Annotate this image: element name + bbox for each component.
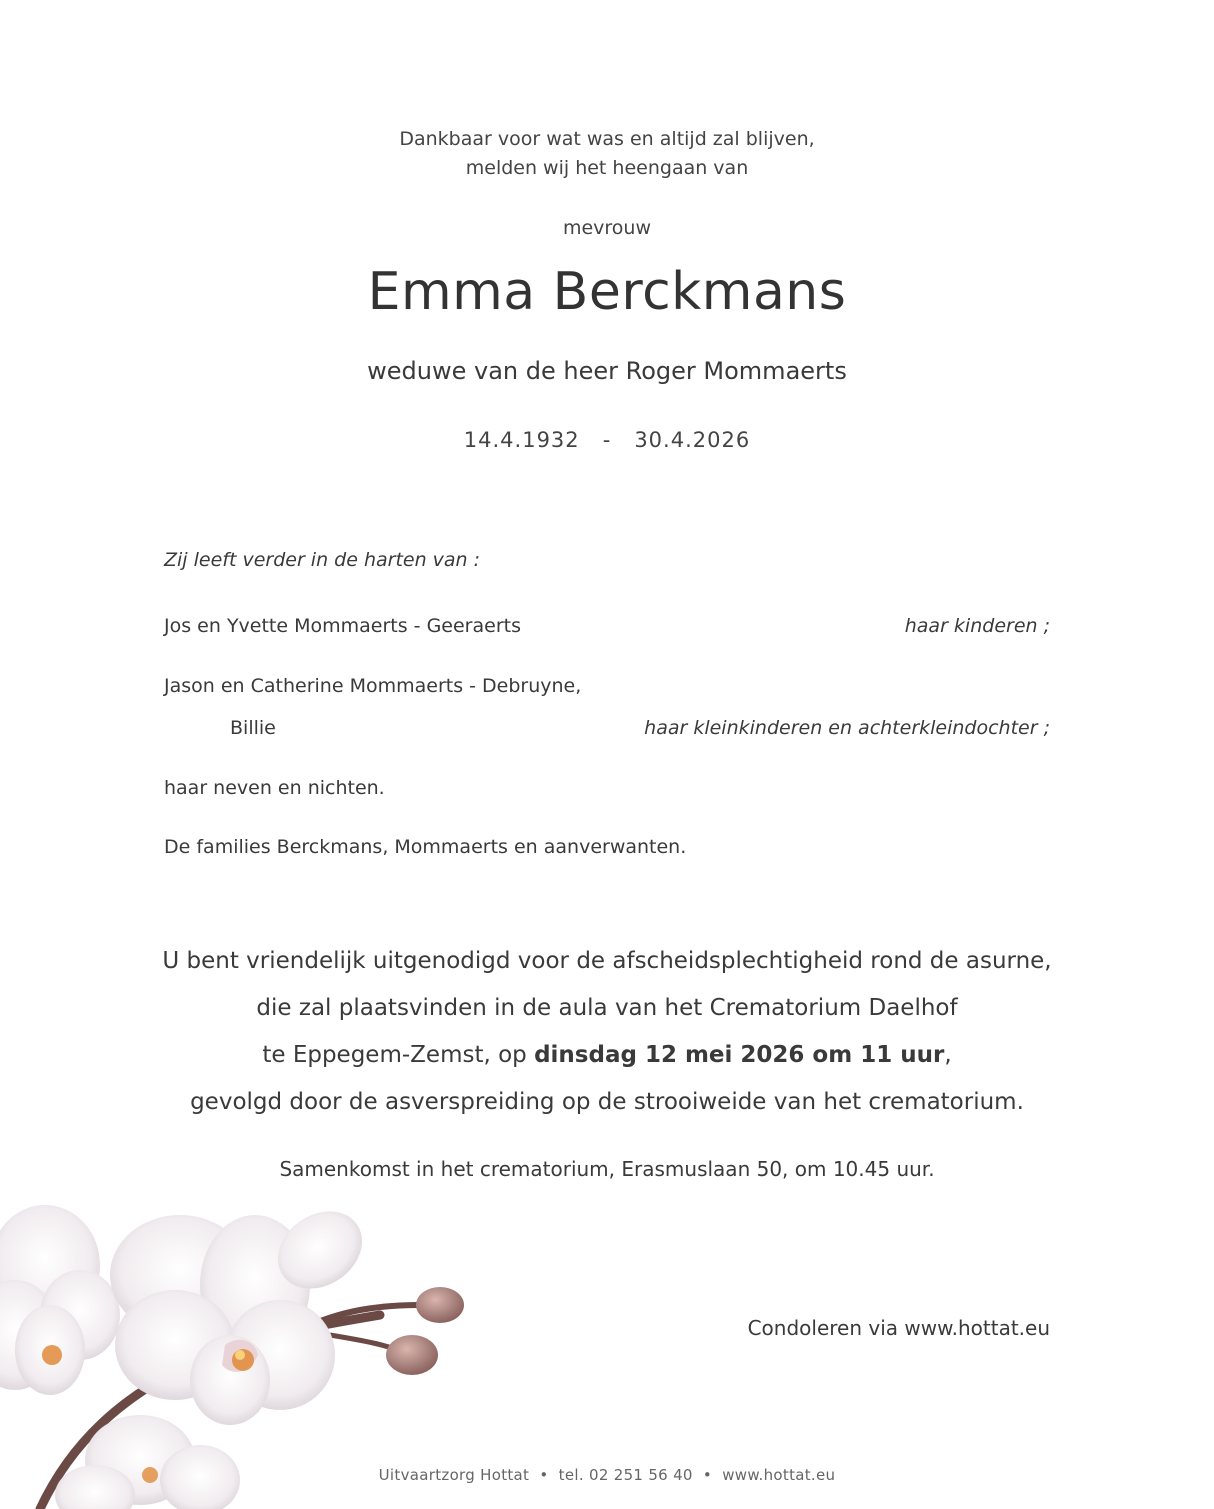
footer-phone: tel. 02 251 56 40 — [558, 1466, 693, 1484]
invitation-line-2: die zal plaatsvinden in de aula van het Crematorium Daelhof — [256, 995, 958, 1021]
great-grandchild-name: Billie — [230, 717, 276, 739]
intro-line-2: melden wij het heengaan van — [465, 157, 749, 179]
footer — [0, 1466, 1214, 1484]
invitation-line-1: U bent vriendelijk uitgenodigd voor de afscheidsplechtigheid rond de asurne, — [162, 948, 1052, 974]
footer-bullet: • — [702, 1466, 713, 1484]
birth-date: 14.4.1932 — [463, 428, 580, 452]
footer-website[interactable]: www.hottat.eu — [722, 1466, 836, 1484]
grandchildren-names: Jason en Catherine Mommaerts - Debruyne, — [164, 675, 582, 697]
ceremony-datetime: dinsdag 12 mei 2026 om 11 uur — [534, 1042, 945, 1068]
spouse-line: weduwe van de heer Roger Mommaerts — [367, 357, 847, 385]
children-relation: haar kinderen ; — [904, 615, 1050, 637]
death-date: 30.4.2026 — [634, 428, 751, 452]
salutation: mevrouw — [562, 217, 652, 239]
survivors-heading: Zij leeft verder in de harten van : — [164, 549, 481, 571]
footer-company: Uitvaartzorg Hottat — [378, 1466, 530, 1484]
invitation-line-3-pre: te Eppegem-Zemst, op — [262, 1042, 535, 1068]
gathering-line: Samenkomst in het crematorium, Erasmuslaan 50, om 10.45 uur. — [279, 1157, 935, 1181]
invitation-line-3-post: , — [944, 1042, 952, 1068]
invitation-line-4: gevolgd door de asverspreiding op de strooiweide van het crematorium. — [190, 1089, 1024, 1115]
condolences-link[interactable]: Condoleren via www.hottat.eu — [747, 1316, 1050, 1340]
date-separator: - — [602, 428, 612, 452]
orchid-image — [0, 1195, 480, 1509]
intro-line-1: Dankbaar voor wat was en altijd zal blijven, — [399, 128, 815, 150]
deceased-name: Emma Berckmans — [367, 262, 847, 322]
families-line: De families Berckmans, Mommaerts en aanverwanten. — [164, 836, 687, 858]
invitation-text — [0, 938, 1214, 1126]
intro-text — [0, 125, 1214, 183]
nieces-nephews: haar neven en nichten. — [164, 777, 385, 799]
grandchildren-relation: haar kleinkinderen en achterkleindochter ; — [644, 717, 1050, 739]
life-dates — [0, 428, 1214, 452]
footer-bullet: • — [539, 1466, 549, 1484]
invitation-line-3 — [0, 1032, 1214, 1079]
children-names: Jos en Yvette Mommaerts - Geeraerts — [164, 615, 521, 637]
